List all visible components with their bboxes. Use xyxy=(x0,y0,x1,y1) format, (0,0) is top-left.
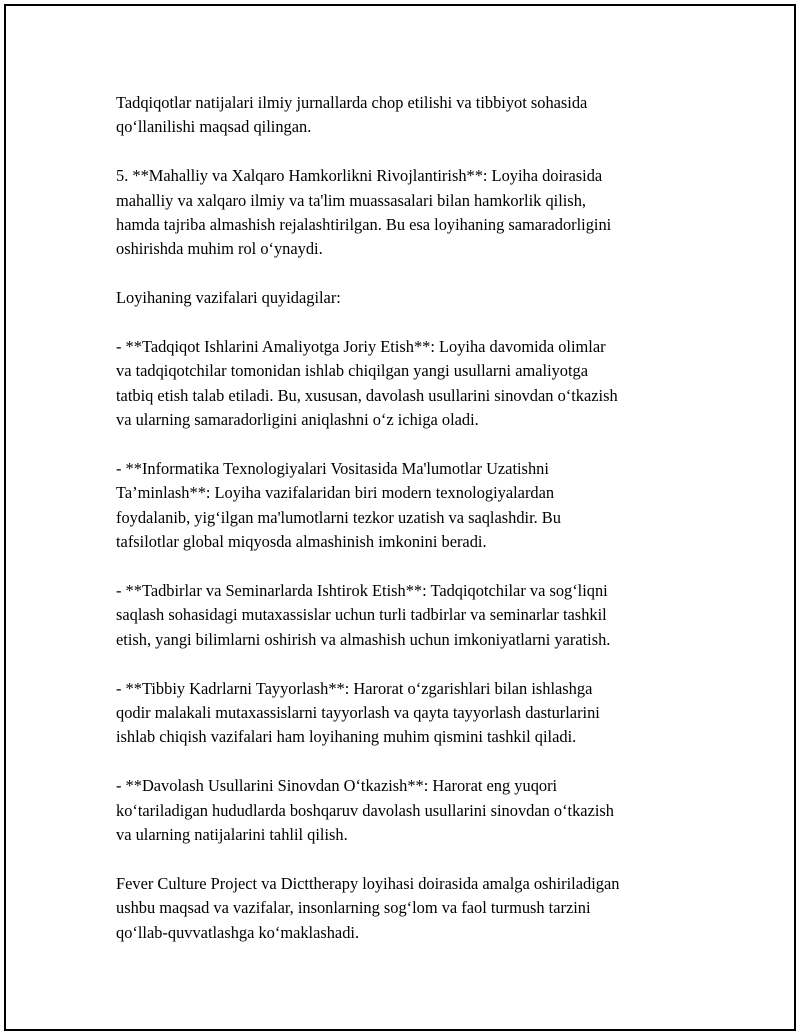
document-body xyxy=(116,91,691,969)
paragraph-tasks-intro: Loyihaning vazifalari quyidagilar: xyxy=(116,288,341,308)
paragraph-task-treatment-testing: - **Davolash Usullarini Sinovdan O‘tkazish**: Harorat eng yuqori ko‘tariladigan hududlarda boshqaruv davolash usullarini sinovdan o‘tkazish va ularning natijalarini tahlil qilish. xyxy=(116,776,614,845)
paragraph-task-implementation: - **Tadqiqot Ishlarini Amaliyotga Joriy Etish**: Loyiha davomida olimlar va tadqiqotchilar tomonidan ishlab chiqilgan yangi usullarni amaliyotga tatbiq etish talab etiladi. Bu, xususan, davolash usullarini sinovdan o‘tkazish va ularning samaradorligini aniqlashni o‘z ichiga oladi. xyxy=(116,337,618,430)
paragraph-goal-5-cooperation: 5. **Mahalliy va Xalqaro Hamkorlikni Rivojlantirish**: Loyiha doirasida mahalliy va xalqaro ilmiy va ta'lim muassasalari bilan hamkorlik qilish, hamda tajriba almashish rejalashtirilgan. Bu esa loyihaning samaradorligini oshirishda muhim rol o‘ynaydi. xyxy=(116,166,612,259)
paragraph-research-results: Tadqiqotlar natijalari ilmiy jurnallarda chop etilishi va tibbiyot sohasida qo‘llanilishi maqsad qilingan. xyxy=(116,93,588,137)
paragraph-conclusion: Fever Culture Project va Dicttherapy loyihasi doirasida amalga oshiriladigan ushbu maqsad va vazifalar, insonlarning sog‘lom va faol turmush tarzini qo‘llab-quvvatlashga ko‘maklashadi. xyxy=(116,873,620,942)
paragraph-task-medical-staff: - **Tibbiy Kadrlarni Tayyorlash**: Harorat o‘zgarishlari bilan ishlashga qodir malakali mutaxassislarni tayyorlash va qayta tayyorlash dasturlarini ishlab chiqish vazifalari ham loyihaning muhim qismini tashkil qiladi. xyxy=(116,678,600,747)
paragraph-task-events-seminars: - **Tadbirlar va Seminarlarda Ishtirok Etish**: Tadqiqotchilar va sog‘liqni saqlash sohasidagi mutaxassislar uchun turli tadbirlar va seminarlar tashkil etish, yangi bilimlarni oshirish va almashish uchun imkoniyatlarni yaratish. xyxy=(116,581,611,649)
paragraph-task-data-transfer: - **Informatika Texnologiyalari Vositasida Ma'lumotlar Uzatishni Ta’minlash**: Loyiha vazifalaridan biri modern texnologiyalardan foydalanib, yig‘ilgan ma'lumotlarni tezkor uzatish va saqlashdir. Bu tafsilotlar global miqyosda almashinish imkonini beradi. xyxy=(116,459,561,552)
